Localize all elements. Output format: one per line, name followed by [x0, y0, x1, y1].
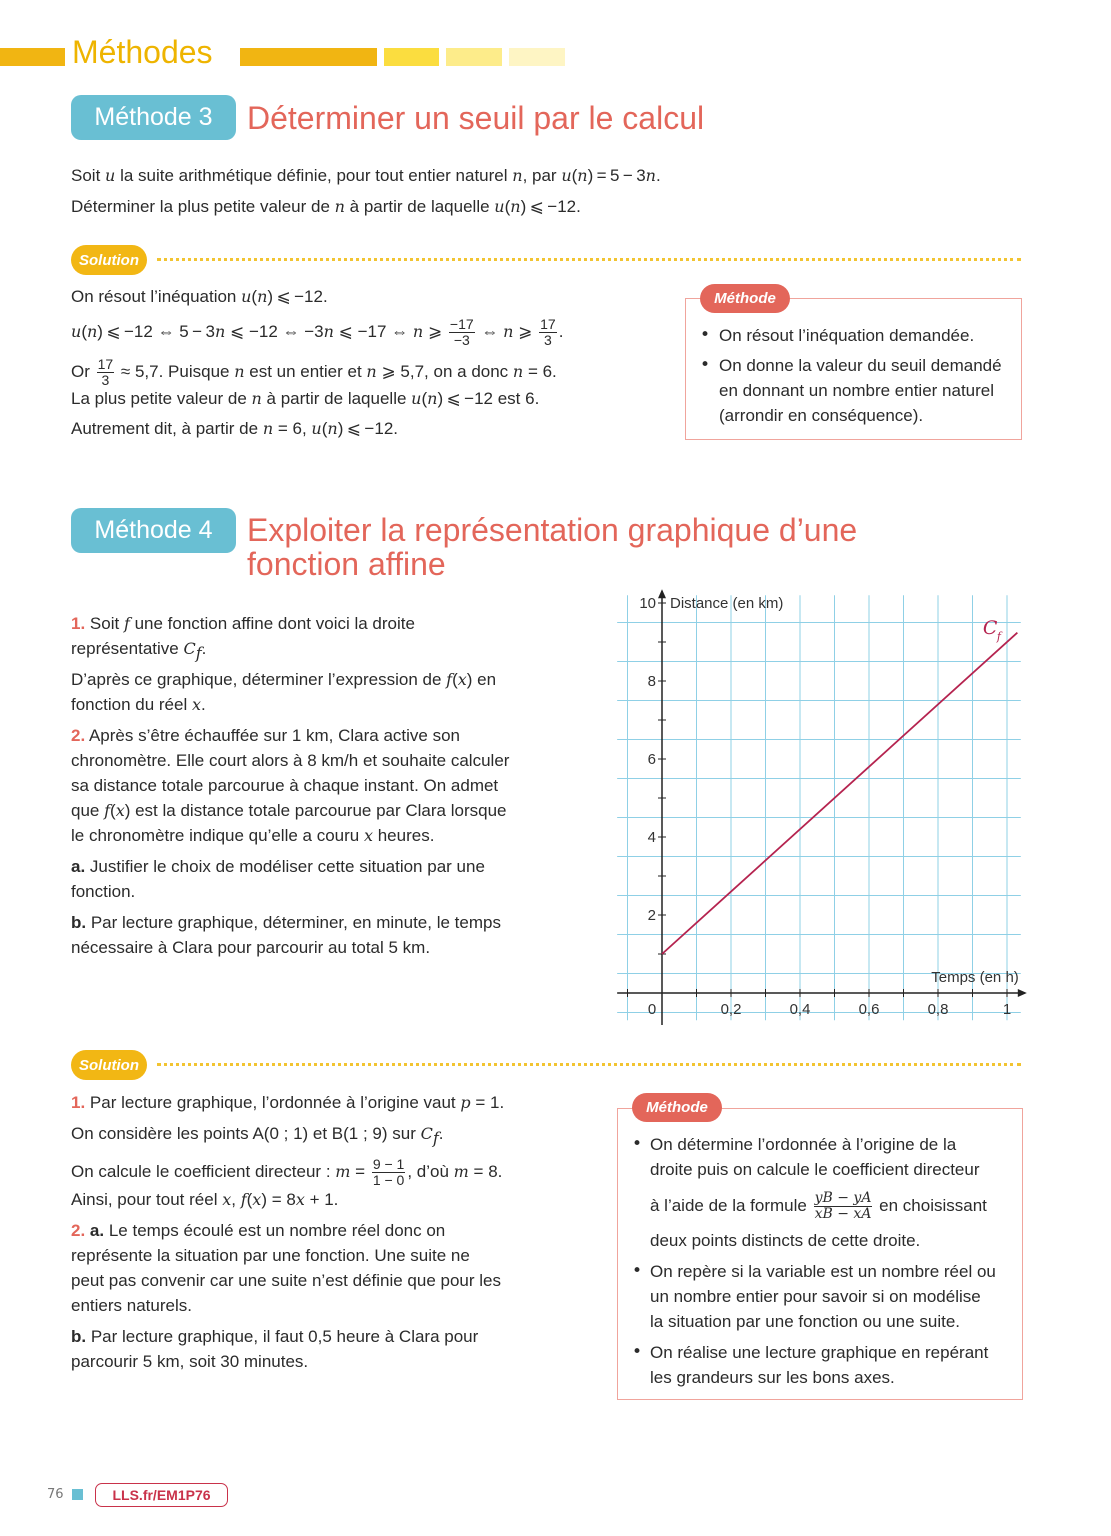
text-segment: ) ⩽ −12 est 6.: [437, 389, 540, 408]
text-segment: Après s’être échauffée sur 1 km, Clara active son: [85, 726, 461, 745]
question-number: 1.: [71, 1093, 86, 1112]
x-tick-label: 0,2: [720, 1001, 742, 1018]
text-segment: ⩽ −17 ⇔: [333, 321, 413, 341]
text-segment: ) = 5 − 3: [587, 166, 646, 185]
text-segment: Par lecture graphique, l’ordonnée à l’origine vaut: [85, 1093, 461, 1112]
text-segment: à partir de laquelle: [344, 197, 495, 216]
text-segment: les grandeurs sur les bons axes.: [650, 1368, 895, 1387]
text-segment: droite puis on calcule le coefficient directeur: [650, 1160, 980, 1179]
solution-line: [71, 388, 539, 410]
solution-line: [71, 1220, 445, 1242]
bullet-icon: •: [700, 325, 711, 345]
text-segment: (: [421, 389, 428, 408]
math-var: C: [183, 639, 196, 658]
math-var: n: [234, 361, 245, 381]
text-segment: Soit: [85, 614, 124, 633]
section-title: Méthodes: [72, 34, 213, 70]
sub-question-letter: b.: [71, 913, 87, 932]
fraction: [449, 317, 475, 348]
solution-line: [71, 317, 563, 348]
x-tick-label: 1: [1002, 1001, 1012, 1018]
text-segment: =: [350, 1161, 370, 1181]
text-segment: (: [246, 1190, 253, 1209]
methode-4-title: fonction affine: [247, 546, 446, 582]
solution-line: [71, 1295, 192, 1317]
numerator: 9 − 1: [372, 1156, 405, 1172]
math-var: n: [334, 197, 345, 216]
math-var: x: [295, 1190, 305, 1209]
math-var: u: [494, 197, 505, 216]
text-segment: la suite arithmétique définie, pour tout entier naturel: [115, 166, 513, 185]
statement-line: [71, 196, 581, 218]
methode-line: [650, 1342, 988, 1364]
text-segment: = 1.: [470, 1093, 505, 1112]
statement-line: [71, 856, 485, 878]
solution-line: [71, 1157, 502, 1188]
bullet-icon: •: [700, 355, 711, 375]
solution-line: [71, 418, 398, 440]
text-segment: On considère les points A(0 ; 1) et B(1 ; 9) sur: [71, 1124, 421, 1143]
text-segment: .: [558, 321, 564, 341]
math-var: x: [191, 695, 201, 714]
math-var: n: [257, 287, 268, 306]
text-segment: ) en: [466, 670, 497, 689]
text-segment: à partir de laquelle: [261, 389, 412, 408]
math-var: n: [327, 419, 338, 438]
solution-line: [71, 1189, 338, 1211]
text-segment: ⩾ 5,7, on a donc: [376, 361, 513, 381]
text-segment: fonction du réel: [71, 695, 192, 714]
math-var: n: [510, 197, 521, 216]
text-segment: entiers naturels.: [71, 1296, 192, 1315]
text-segment: parcourir 5 km, soit 30 minutes.: [71, 1352, 309, 1371]
text-segment: (: [110, 801, 116, 820]
text-segment: Déterminer la plus petite valeur de: [71, 197, 335, 216]
math-var: u: [241, 287, 252, 306]
methode-line: [719, 325, 974, 347]
solution-label: Solution: [71, 245, 147, 275]
text-segment: ) = 8: [261, 1190, 296, 1209]
header-bar: [384, 48, 439, 66]
methode-line: [650, 1311, 960, 1333]
statement-line: [71, 825, 434, 847]
numerator: yB − yA: [814, 1190, 872, 1206]
math-var: n: [577, 166, 588, 185]
header-bar: [509, 48, 565, 66]
text-segment: La plus petite valeur de: [71, 389, 252, 408]
text-segment: Par lecture graphique, déterminer, en minute, le temps: [86, 913, 501, 932]
statement-line: [71, 725, 460, 747]
math-var: f: [123, 614, 130, 633]
text-segment: (arrondir en conséquence).: [719, 406, 924, 425]
text-segment: Or: [71, 361, 95, 381]
statement-line: [71, 669, 496, 691]
text-segment: ⩽ −12 ⇔ −3: [225, 321, 324, 341]
text-segment: en choisissant: [874, 1195, 987, 1215]
solution-line: [71, 1092, 504, 1114]
dotted-divider: [157, 258, 1021, 261]
text-segment: que: [71, 801, 105, 820]
statement-line: [71, 881, 135, 903]
methode-line: [650, 1159, 979, 1181]
text-segment: ) ⩽ −12 ⇔ 5 − 3: [97, 321, 215, 341]
fraction: [372, 1157, 406, 1188]
affine-function-graph: [600, 585, 1030, 1025]
bullet-icon: •: [632, 1342, 643, 1362]
text-segment: (: [452, 670, 458, 689]
header-bar: [446, 48, 502, 66]
page-number: 76: [47, 1487, 64, 1502]
text-segment: Le temps écoulé est un nombre réel donc on: [104, 1221, 446, 1240]
text-segment: On donne la valeur du seuil demandé: [719, 356, 1002, 375]
text-segment: = 6,: [273, 419, 312, 438]
function-line-cf: [662, 633, 1017, 954]
text-segment: ,: [231, 1190, 241, 1209]
text-segment: .: [438, 1124, 444, 1143]
text-segment: ) ⩽ −12.: [337, 419, 398, 438]
header-bar: [240, 48, 377, 66]
math-var: u: [561, 166, 572, 185]
text-segment: .: [201, 695, 206, 714]
methode-line: [719, 355, 1002, 377]
text-segment: heures.: [373, 826, 435, 845]
math-var: x: [363, 826, 373, 845]
statement-line: [71, 750, 509, 772]
math-var: n: [262, 419, 274, 438]
curve-label: C: [982, 617, 998, 640]
x-tick-label: 0,8: [927, 1001, 949, 1018]
bullet-icon: •: [632, 1261, 643, 1281]
text-segment: On détermine l’ordonnée à l’origine de la: [650, 1135, 957, 1154]
text-segment: peut pas convenir car une suite n’est définie que pour les: [71, 1271, 501, 1290]
statement-line: [71, 800, 506, 822]
x-axis-arrow-icon: [1018, 989, 1027, 997]
text-segment: , par: [522, 166, 562, 185]
text-segment: ) ⩽ −12.: [520, 197, 581, 216]
numerator: −17: [449, 316, 474, 332]
question-number: 2.: [71, 1221, 86, 1240]
x-tick-label: 0,4: [789, 1001, 811, 1018]
math-var: n: [323, 321, 334, 341]
text-segment: chronomètre. Elle court alors à 8 km/h et souhaite calculer: [71, 751, 510, 770]
text-segment: (: [81, 321, 87, 341]
solution-line: [71, 1245, 470, 1267]
math-var: m: [453, 1161, 469, 1181]
text-segment: la situation par une fonction ou une suite.: [650, 1312, 960, 1331]
solution-line: [71, 1270, 501, 1292]
statement-line: [71, 775, 498, 797]
subscript: f: [195, 643, 202, 663]
math-var: n: [512, 361, 524, 381]
fraction: [97, 357, 115, 388]
sub-question-letter: b.: [71, 1327, 87, 1346]
text-segment: Justifier le choix de modéliser cette situation par une: [85, 857, 485, 876]
math-var: x: [115, 801, 125, 820]
question-number: 2.: [71, 726, 86, 745]
text-segment: en donnant un nombre entier naturel: [719, 381, 995, 400]
text-segment: une fonction affine dont voici la droite: [129, 614, 415, 633]
bullet-icon: •: [632, 1134, 643, 1154]
text-segment: deux points distincts de cette droite.: [650, 1231, 921, 1250]
math-var: u: [71, 321, 82, 341]
fraction: [814, 1191, 873, 1222]
x-axis-label: Temps (en h): [931, 969, 1019, 986]
text-segment: un nombre entier pour savoir si on modélise: [650, 1287, 981, 1306]
math-var: f: [446, 670, 453, 689]
math-var: n: [214, 321, 226, 341]
text-segment: Soit: [71, 166, 106, 185]
sub-question-letter: a.: [89, 1221, 105, 1240]
y-axis-label: Distance (en km): [670, 595, 784, 612]
methode-line: [650, 1230, 920, 1252]
text-segment: D’après ce graphique, déterminer l’expression de: [71, 670, 447, 689]
denominator: 1 − 0: [372, 1172, 405, 1188]
methode-4-title: Exploiter la représentation graphique d’une: [247, 512, 858, 548]
text-segment: Autrement dit, à partir de: [71, 419, 263, 438]
statement-line: [71, 638, 206, 664]
y-tick-label: 6: [647, 751, 656, 768]
text-segment: (: [251, 287, 258, 306]
header-bar: [0, 48, 65, 66]
text-segment: + 1.: [304, 1190, 339, 1209]
sub-question-letter: a.: [71, 857, 86, 876]
fraction: [539, 317, 557, 348]
methode-line: [650, 1367, 895, 1389]
math-var: n: [427, 389, 438, 408]
methode-line: [650, 1286, 981, 1308]
numerator: 17: [97, 356, 114, 372]
text-segment: est un entier et: [244, 361, 367, 381]
statement-line: [71, 912, 501, 934]
curve-label-subscript: f: [996, 630, 1001, 644]
question-number: 1.: [71, 614, 86, 633]
math-var: u: [105, 166, 116, 185]
text-segment: ⩾: [513, 321, 538, 341]
text-segment: ⩾: [423, 321, 447, 341]
dotted-divider: [157, 1063, 1021, 1066]
methode-3-badge: Méthode 3: [71, 95, 236, 140]
x-tick-label: 0: [647, 1001, 657, 1018]
math-var: n: [86, 321, 98, 341]
methode-3-title: Déterminer un seuil par le calcul: [247, 100, 705, 136]
solution-label: Solution: [71, 1050, 147, 1080]
methode-line: [719, 380, 994, 402]
text-segment: .: [655, 166, 661, 185]
resource-link[interactable]: LLS.fr/EM1P76: [95, 1483, 228, 1507]
math-var: u: [311, 419, 322, 438]
solution-line: [71, 1326, 478, 1348]
statement-line: [71, 694, 206, 716]
statement-line: [71, 165, 661, 187]
text-segment: On calcule le coefficient directeur :: [71, 1161, 336, 1181]
y-tick-label: 10: [639, 595, 656, 612]
math-var: n: [366, 361, 377, 381]
methode-line: [650, 1261, 996, 1283]
numerator: 17: [540, 316, 556, 332]
solution-line: [71, 286, 328, 308]
math-var: u: [411, 389, 422, 408]
math-var: C: [420, 1124, 433, 1143]
text-segment: représente la situation par une fonction. Une suite ne: [71, 1246, 470, 1265]
x-tick-label: 0,6: [858, 1001, 880, 1018]
y-tick-label: 8: [647, 673, 656, 690]
methode-label: Méthode: [632, 1093, 722, 1122]
text-segment: On réalise une lecture graphique en repérant: [650, 1343, 989, 1362]
text-segment: le chronomètre indique qu’elle a couru: [71, 826, 364, 845]
solution-line: [71, 357, 557, 388]
denominator: 3: [544, 332, 552, 348]
text-segment: Ainsi, pour tout réel: [71, 1190, 223, 1209]
text-segment: On résout l’inéquation demandée.: [719, 326, 975, 345]
math-var: n: [503, 321, 514, 341]
footer-square: [72, 1489, 83, 1500]
text-segment: On résout l’inéquation: [71, 287, 242, 306]
text-segment: (: [321, 419, 328, 438]
text-segment: Par lecture graphique, il faut 0,5 heure à Clara pour: [86, 1327, 479, 1346]
denominator: 3: [101, 372, 110, 388]
solution-line: [71, 1351, 308, 1373]
text-segment: (: [571, 166, 578, 185]
text-segment: ) est la distance totale parcourue par Clara lorsque: [124, 801, 507, 820]
methode-line: [719, 405, 923, 427]
text-segment: ≈ 5,7. Puisque: [116, 361, 235, 381]
methode-line: [650, 1191, 987, 1222]
math-var: n: [251, 389, 262, 408]
math-var: n: [645, 166, 656, 185]
statement-line: [71, 937, 430, 959]
y-tick-label: 2: [647, 907, 656, 924]
text-segment: = 8.: [468, 1161, 503, 1181]
text-segment: fonction.: [71, 882, 136, 901]
math-var: f: [240, 1190, 247, 1209]
text-segment: (: [504, 197, 511, 216]
text-segment: .: [201, 639, 207, 658]
text-segment: à l’aide de la formule: [650, 1195, 812, 1215]
denominator: −3: [453, 332, 470, 348]
math-var: m: [335, 1161, 351, 1181]
math-var: n: [412, 321, 424, 341]
text-segment: nécessaire à Clara pour parcourir au total 5 km.: [71, 938, 431, 957]
y-axis-arrow-icon: [658, 589, 666, 598]
subscript: f: [432, 1128, 439, 1148]
math-var: p: [460, 1093, 471, 1112]
text-segment: sa distance totale parcourue à chaque instant. On admet: [71, 776, 499, 795]
math-var: x: [252, 1190, 262, 1209]
math-var: x: [457, 670, 467, 689]
text-segment: , d’où: [407, 1161, 454, 1181]
denominator: xB − xA: [814, 1206, 872, 1222]
methode-label: Méthode: [700, 284, 790, 313]
statement-line: [71, 613, 415, 635]
text-segment: ⇔: [476, 321, 504, 341]
text-segment: ) ⩽ −12.: [267, 287, 328, 306]
methode-4-badge: Méthode 4: [71, 508, 236, 553]
text-segment: On repère si la variable est un nombre réel ou: [650, 1262, 996, 1281]
solution-line: [71, 1123, 444, 1149]
y-tick-label: 4: [647, 829, 656, 846]
math-var: x: [222, 1190, 232, 1209]
math-var: f: [104, 801, 111, 820]
text-segment: = 6.: [523, 361, 557, 381]
math-var: n: [512, 166, 523, 185]
text-segment: représentative: [71, 639, 184, 658]
methode-line: [650, 1134, 956, 1156]
